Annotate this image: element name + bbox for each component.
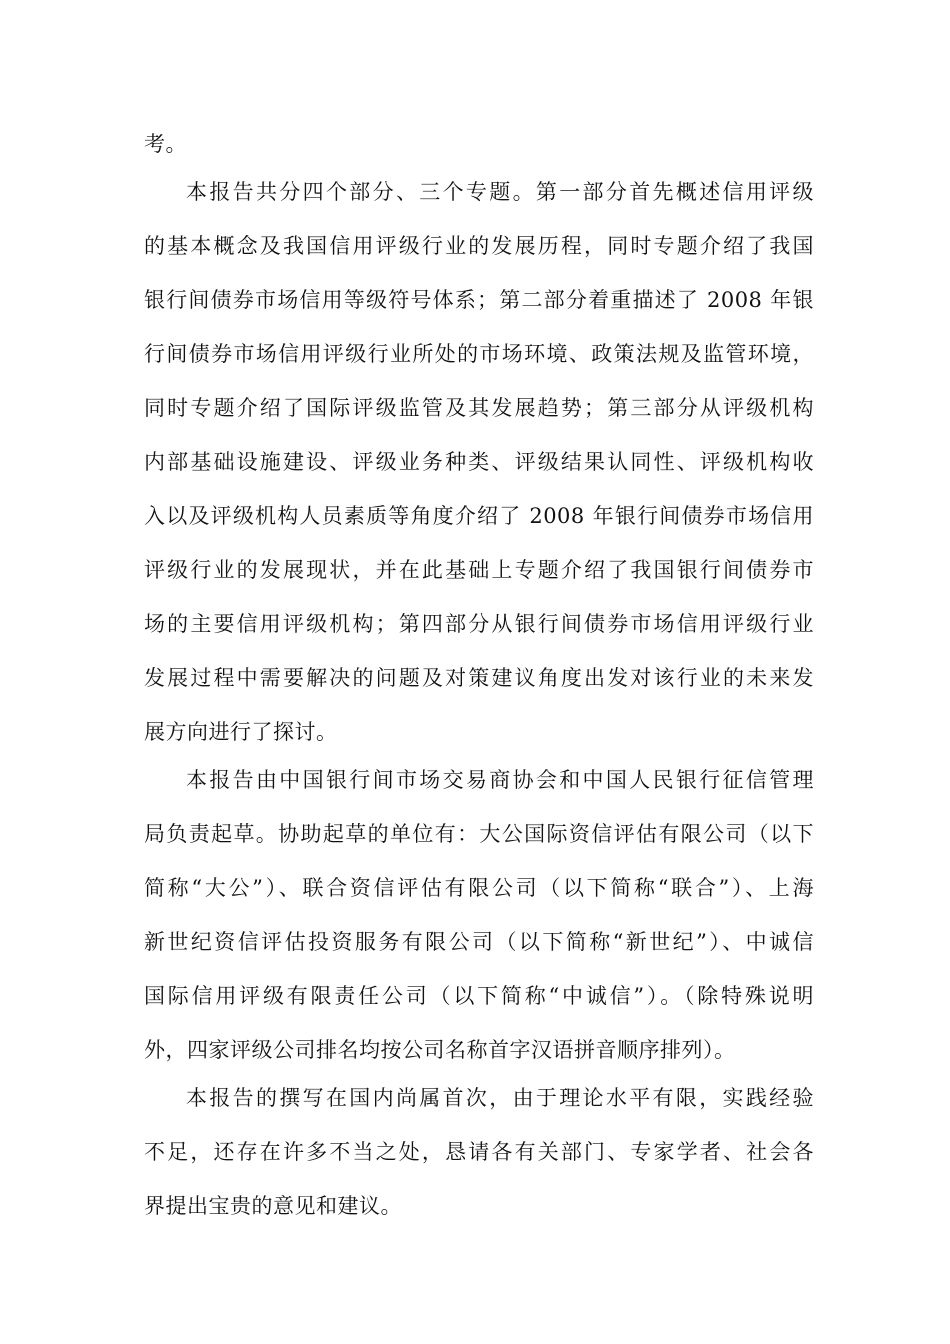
text-line: 场的主要信用评级机构；第四部分从银行间债券市场信用评级行业 [144, 612, 814, 636]
text-line: 本报告由中国银行间市场交易商协会和中国人民银行征信管理 [186, 768, 814, 792]
text-line: 同时专题介绍了国际评级监管及其发展趋势；第三部分从评级机构 [144, 396, 814, 420]
text-line: 界提出宝贵的意见和建议。 [144, 1194, 402, 1218]
text-line: 评级行业的发展现状，并在此基础上专题介绍了我国银行间债券市 [144, 558, 814, 582]
text-line: 本报告的撰写在国内尚属首次，由于理论水平有限，实践经验 [186, 1086, 814, 1110]
text-line: 行间债券市场信用评级行业所处的市场环境、政策法规及监管环境， [144, 342, 814, 366]
text-line: 展方向进行了探讨。 [144, 720, 338, 744]
text-line: 简称“大公”）、联合资信评估有限公司（以下简称“联合”）、上海 [144, 876, 814, 900]
text-line: 本报告共分四个部分、三个专题。第一部分首先概述信用评级 [186, 180, 814, 204]
text-line: 不足，还存在许多不当之处，恳请各有关部门、专家学者、社会各 [144, 1140, 814, 1164]
text-line: 银行间债券市场信用等级符号体系；第二部分着重描述了 2008 年银 [144, 288, 814, 312]
text-line: 发展过程中需要解决的问题及对策建议角度出发对该行业的未来发 [144, 666, 814, 690]
text-line: 的基本概念及我国信用评级行业的发展历程，同时专题介绍了我国 [144, 234, 814, 258]
text-line: 入以及评级机构人员素质等角度介绍了 2008 年银行间债券市场信用 [144, 504, 814, 528]
text-line: 内部基础设施建设、评级业务种类、评级结果认同性、评级机构收 [144, 450, 814, 474]
text-line: 局负责起草。协助起草的单位有：大公国际资信评估有限公司（以下 [144, 822, 814, 846]
text-line: 国际信用评级有限责任公司（以下简称“中诚信”）。（除特殊说明 [144, 984, 814, 1008]
text-line: 外，四家评级公司排名均按公司名称首字汉语拼音顺序排列）。 [144, 1038, 736, 1062]
text-line: 新世纪资信评估投资服务有限公司（以下简称“新世纪”）、中诚信 [144, 930, 814, 954]
text-line: 考。 [144, 132, 187, 156]
